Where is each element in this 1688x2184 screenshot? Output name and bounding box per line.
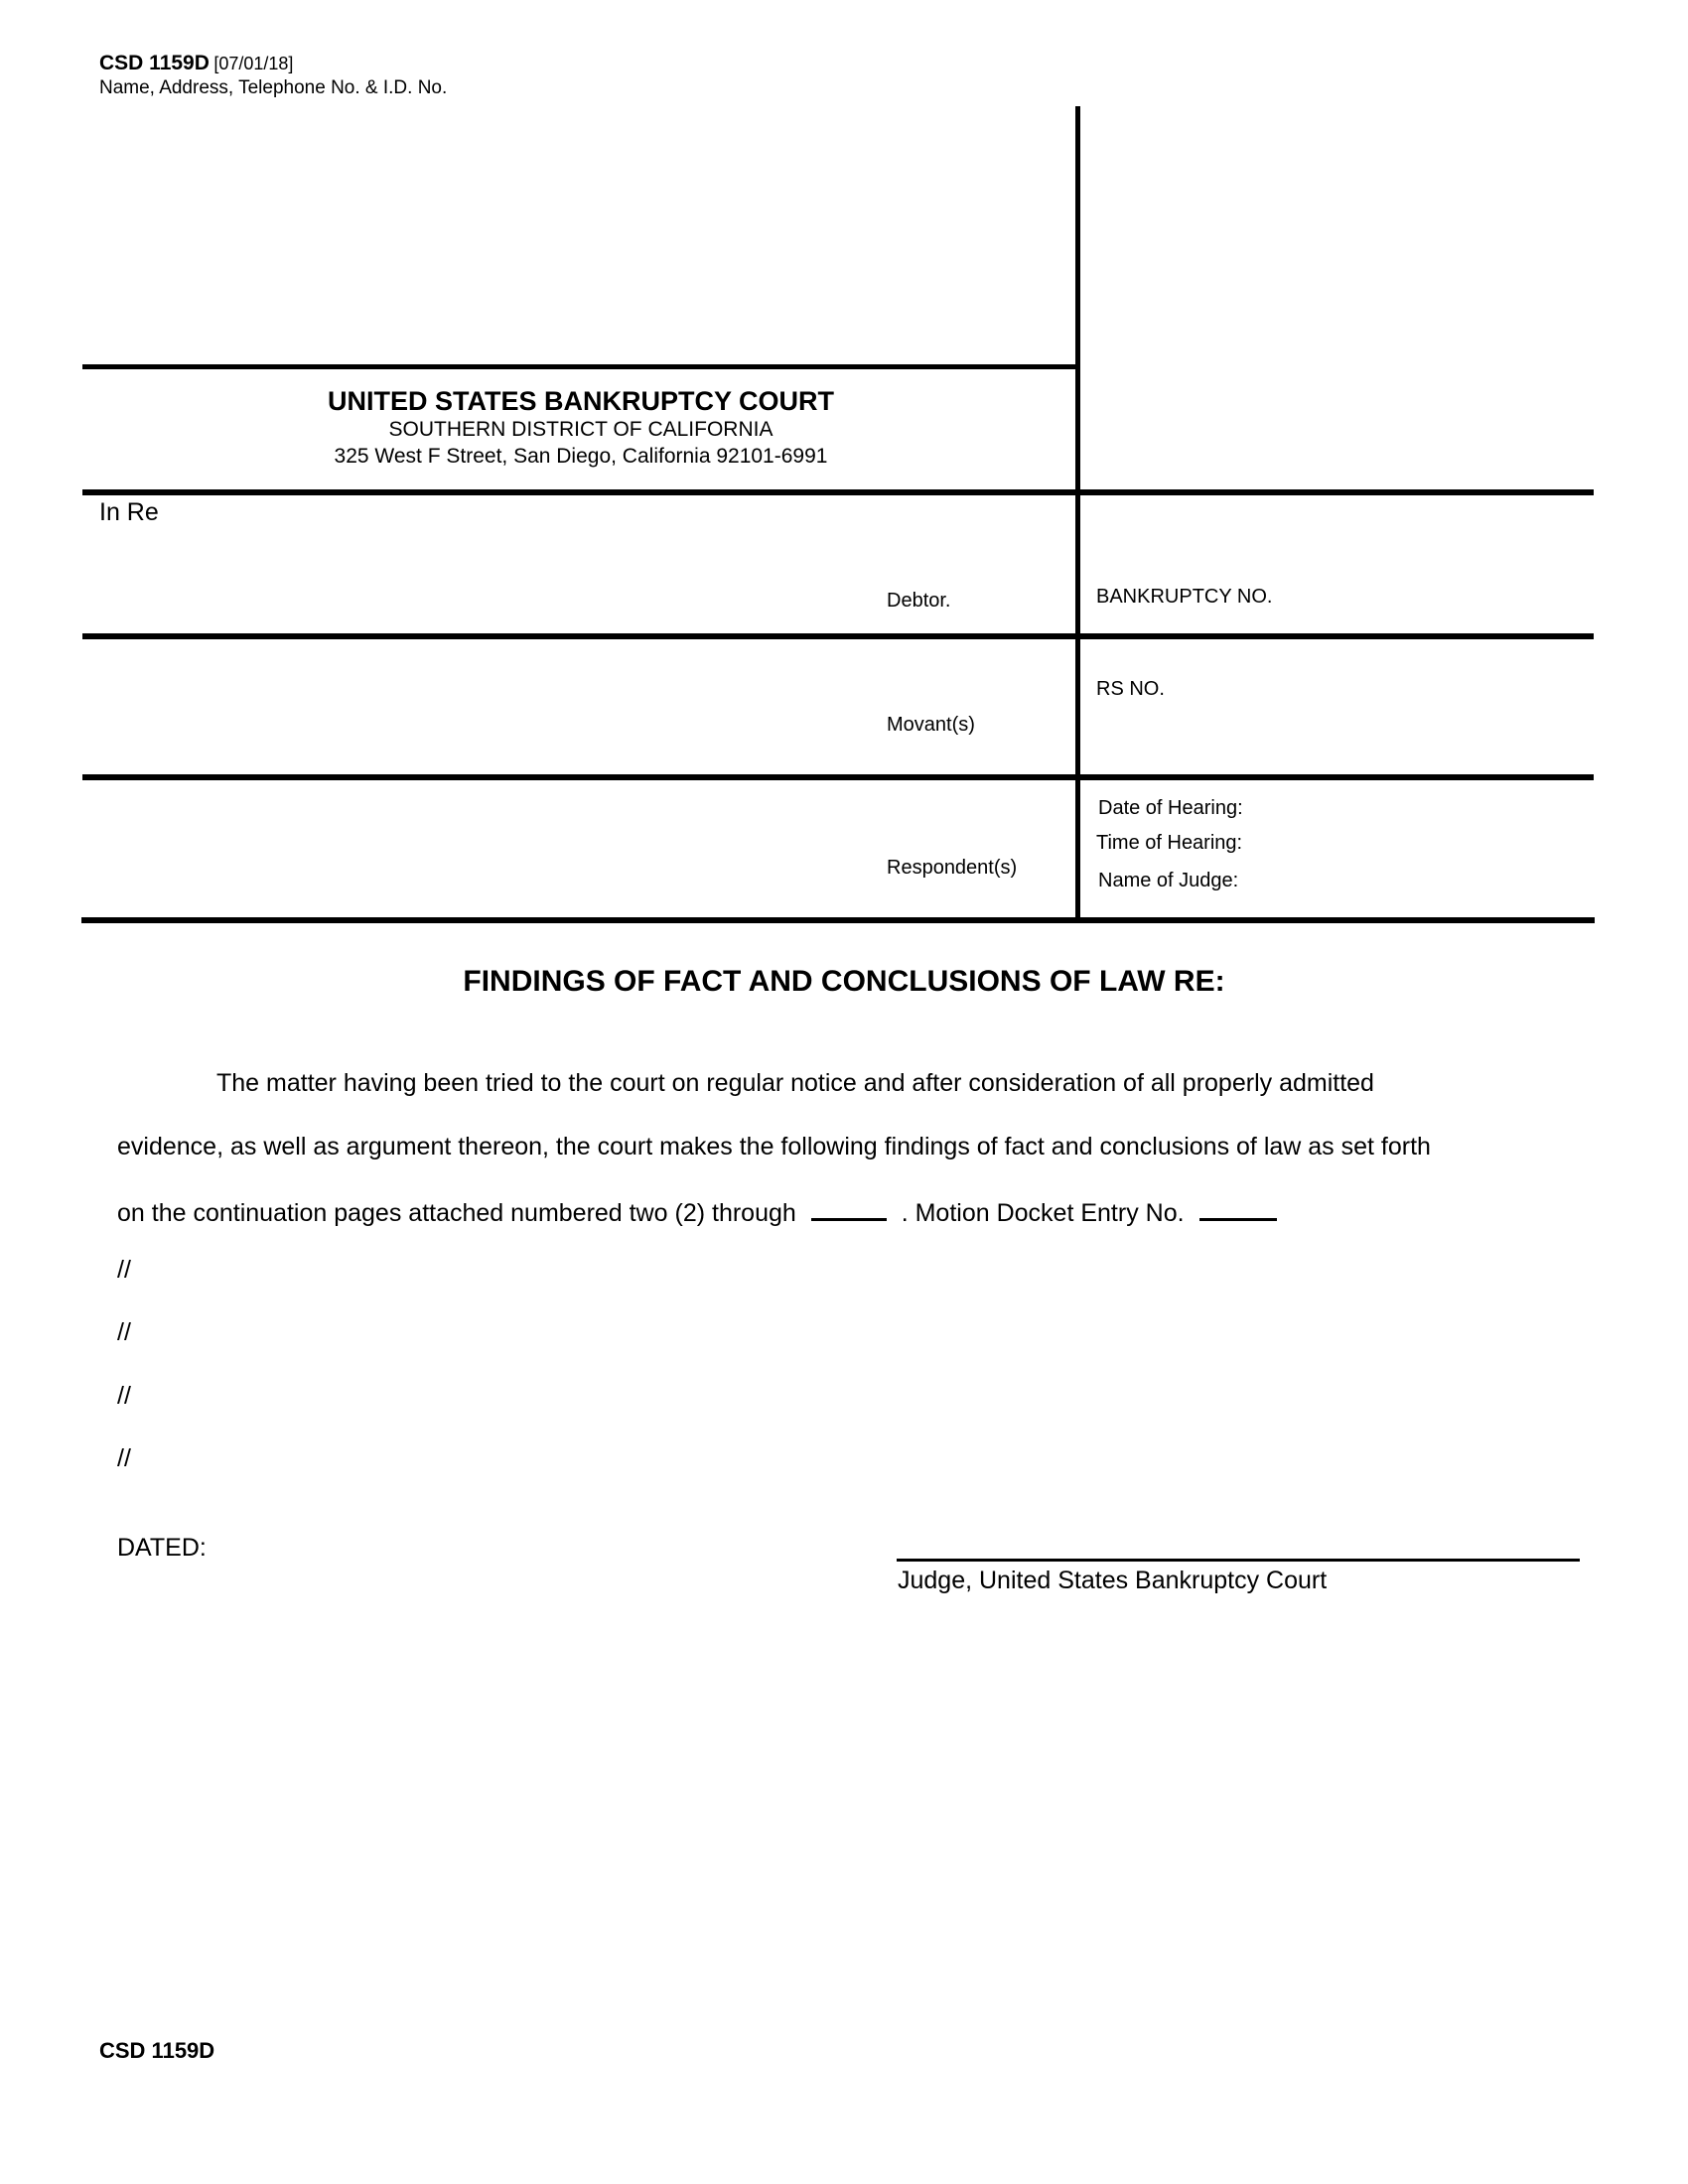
time-of-hearing-label: Time of Hearing: (1096, 832, 1243, 854)
form-date: [07/01/18] (213, 54, 294, 73)
dated-label: DATED: (117, 1534, 207, 1562)
movant-label: Movant(s) (887, 714, 975, 736)
slash-line: // (117, 1444, 131, 1472)
body-line-3-end: . Motion Docket Entry No. (901, 1199, 1185, 1227)
slash-line: // (117, 1256, 131, 1284)
caption-rule-3 (82, 774, 1594, 780)
form-id-header (99, 52, 293, 75)
respondent-name-field[interactable] (99, 786, 854, 913)
court-top-rule (82, 364, 1077, 369)
caption-bottom-rule (81, 917, 1595, 923)
debtor-label: Debtor. (887, 590, 951, 612)
caption-rule-2 (82, 633, 1594, 639)
footer-form-id: CSD 1159D (99, 2038, 215, 2063)
docket-entry-blank[interactable] (1199, 1196, 1277, 1221)
body-line-3-start: on the continuation pages attached numbered two (2) through (117, 1199, 796, 1227)
court-name: UNITED STATES BANKRUPTCY COURT (327, 386, 834, 416)
name-of-judge-label: Name of Judge: (1098, 870, 1239, 891)
clerk-stamp-area (1084, 109, 1589, 486)
respondent-label: Respondent(s) (887, 857, 1018, 879)
caption-vertical-divider (1075, 106, 1080, 918)
body-line-2: evidence, as well as argument thereon, the court makes the following findings of fact and conclusions of law as set forth (117, 1133, 1431, 1160)
rs-no-label: RS NO. (1096, 678, 1165, 700)
form-id: CSD 1159D (99, 52, 210, 74)
date-of-hearing-label: Date of Hearing: (1098, 797, 1243, 819)
judge-signature-label: Judge, United States Bankruptcy Court (898, 1567, 1328, 1594)
attorney-info-label: Name, Address, Telephone No. & I.D. No. (99, 77, 448, 98)
caption-rule-1 (82, 489, 1594, 495)
slash-line: // (117, 1382, 131, 1410)
body-line-3 (117, 1196, 1277, 1228)
bankruptcy-no-label: BANKRUPTCY NO. (1096, 586, 1273, 608)
in-re-label: In Re (99, 498, 159, 526)
debtor-name-field[interactable] (99, 531, 854, 620)
body-line-1: The matter having been tried to the court on regular notice and after consideration of all properly admitted (216, 1069, 1374, 1097)
attorney-info-field[interactable] (83, 109, 1076, 362)
slash-line: // (117, 1318, 131, 1346)
court-district: SOUTHERN DISTRICT OF CALIFORNIA (388, 418, 774, 441)
dated-field[interactable] (223, 1529, 819, 1565)
page-count-blank[interactable] (811, 1196, 887, 1221)
movant-name-field[interactable] (99, 645, 854, 774)
court-address: 325 West F Street, San Diego, California 92101-6991 (334, 445, 828, 468)
signature-line[interactable] (897, 1559, 1580, 1562)
document-title: FINDINGS OF FACT AND CONCLUSIONS OF LAW RE: (463, 965, 1225, 998)
